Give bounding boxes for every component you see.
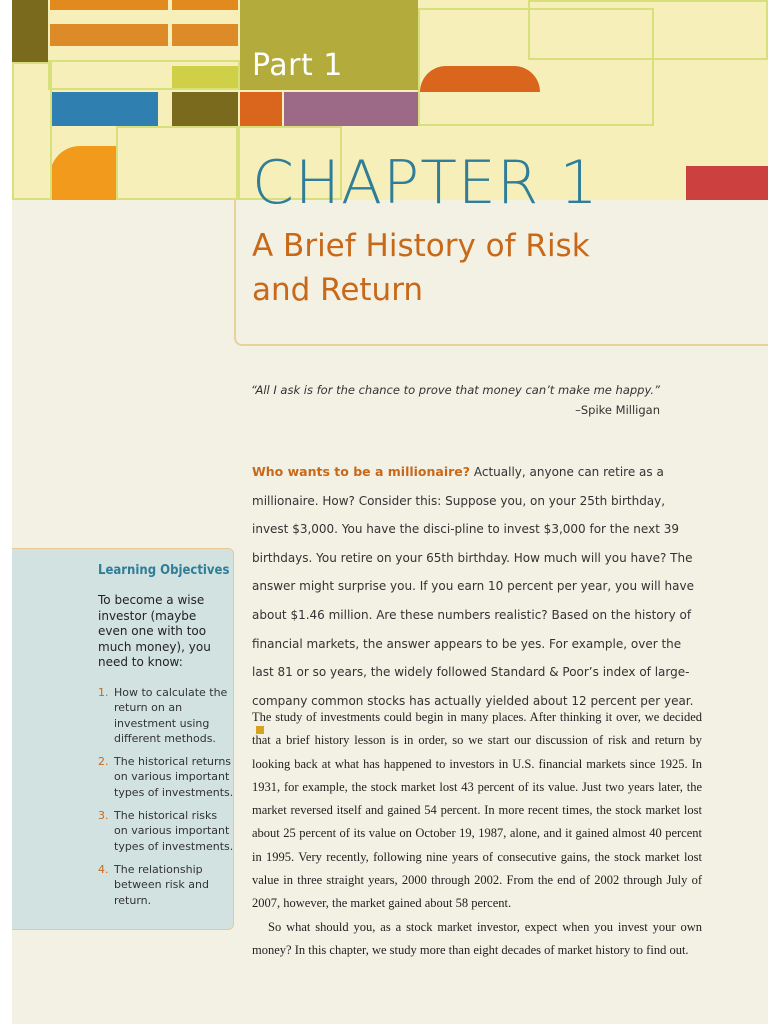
page-edge: [0, 0, 12, 1024]
intro-text: Actually, anyone can retire as a millionaire. How? Consider this: Suppose you, on your 25th birthday, invest $3,000. You have the disci-pline to invest $3,000 for the next 39 birthdays. You retire on your 65th birthday. How much will you have? The answer might surprise you. If you earn 10 percent per year, you will have about $1.46 million. Are these numbers realistic? Based on the history of financial markets, the answer appears to be yes. For example, over the last 81 or so years, the widely followed Standard & Poor’s index of large-company common stocks has actually yielded about 12 percent per year.: [252, 465, 694, 708]
list-item: 2. The historical returns on various important types of investments.: [98, 755, 234, 799]
learning-objectives-heading: Learning Objectives: [98, 563, 230, 578]
chapter-title-line2: and Return: [252, 272, 424, 308]
chapter-number: CHAPTER 1: [252, 148, 599, 218]
list-item: 1. How to calculate the return on an investment using different methods.: [98, 686, 228, 745]
intro-lead: Who wants to be a millionaire?: [252, 464, 471, 479]
chapter-title-line1: A Brief History of Risk: [252, 228, 590, 264]
epigraph: [240, 380, 660, 420]
epigraph-attribution: –Spike Milligan: [575, 403, 660, 417]
body-paragraph: So what should you, as a stock market investor, expect when you invest your own money? In this chapter, we study more than eight decades of market history to find out.: [252, 919, 702, 957]
body-text: [252, 706, 702, 962]
chapter-title: [252, 224, 752, 312]
learning-objectives-list: [98, 685, 234, 916]
epigraph-quote: “All I ask is for the chance to prove that money can’t make me happy.”: [250, 383, 660, 397]
learning-objectives-intro: To become a wise investor (maybe even one with too much money), you need to know:: [98, 593, 211, 669]
list-item: 3. The historical risks on various important types of investments.: [98, 809, 234, 853]
part-label: Part 1: [252, 48, 343, 83]
learning-objectives-box: [12, 548, 234, 930]
list-item: 4. The relationship between risk and return.: [98, 862, 209, 907]
intro-paragraph: [252, 458, 702, 744]
body-paragraph: The study of investments could begin in many places. After thinking it over, we decided that a brief history lesson is in order, so we start our discussion of risk and return by looking back at what has happened to investors in U.S. financial markets since 1925. In 1931, for example, the stock market lost 43 percent of its value. Just two years later, the market reversed itself and gained 54 percent. In more recent times, the stock market lost about 25 percent of its value on October 19, 1987, alone, and it gained almost 40 percent in 1995. Very recently, following nine years of consecutive gains, the stock market lost value in three straight years, 2000 through 2002. From the end of 2002 through July of 2007, however, the market gained about 58 percent.: [252, 710, 702, 911]
